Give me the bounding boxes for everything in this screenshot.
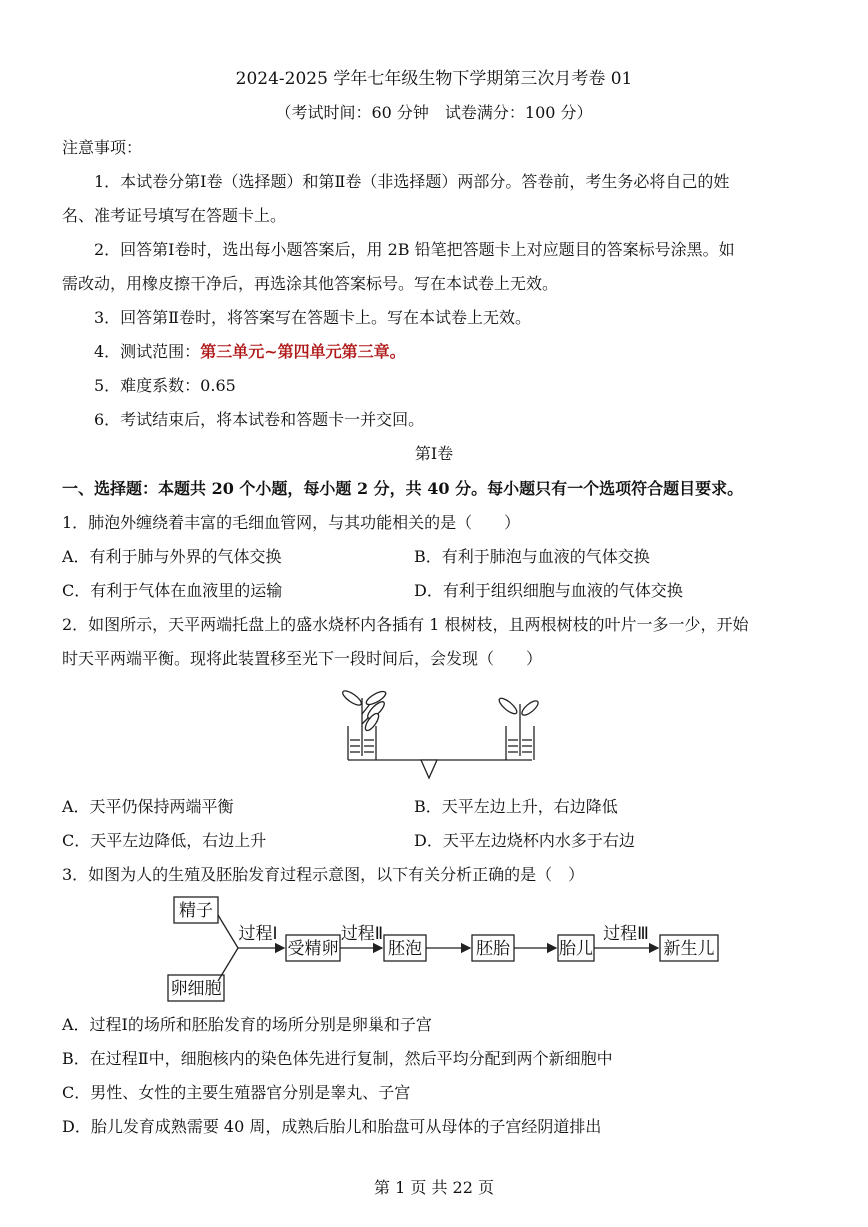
q3-option-b[interactable]: B．在过程Ⅱ中，细胞核内的染色体先进行复制，然后平均分配到两个新细胞中 [62,1049,613,1068]
q3-option-a[interactable]: A．过程Ⅰ的场所和胚胎发育的场所分别是卵巢和子宫 [62,1015,432,1034]
q1-stem: 1．肺泡外缠绕着丰富的毛细血管网，与其功能相关的是（ ） [62,513,521,532]
process-2-label: 过程Ⅱ [340,924,384,944]
q2-option-a[interactable]: A．天平仍保持两端平衡 [62,797,234,816]
q2-stem-line-a: 2．如图所示，天平两端托盘上的盛水烧杯内各插有 1 根树枝，且两根树枝的叶片一多一少，开始 [62,615,749,634]
q3-stem: 3．如图为人的生殖及胚胎发育过程示意图，以下有关分析正确的是（ ） [62,865,585,884]
q2-option-b[interactable]: B．天平左边上升，右边降低 [414,797,618,816]
note-4-prefix: 4．测试范围： [94,342,201,361]
newborn-label: 新生儿 [663,939,715,959]
note-2-line-a: 2．回答第Ⅰ卷时，选出每小题答案后，用 2B 铅笔把答题卡上对应题目的答案标号涂黑。如 [94,240,735,259]
q1-option-c[interactable]: C．有利于气体在血液里的运输 [62,581,283,600]
sperm-connector [218,915,238,948]
notes-heading: 注意事项： [62,138,143,157]
fulcrum-triangle [421,760,437,778]
q3-option-c[interactable]: C．男性、女性的主要生殖器官分别是睾丸、子宫 [62,1083,411,1102]
exam-subtitle: （考试时间：60 分钟 试卷满分：100 分） [275,103,593,122]
q1-option-b[interactable]: B．有利于肺泡与血液的气体交换 [414,547,650,566]
q2-stem-line-b: 时天平两端平衡。现将此装置移至光下一段时间后，会发现（ ） [62,649,543,668]
fetus-label: 胎儿 [559,939,593,959]
note-2-line-b: 需改动，用橡皮擦干净后，再选涂其他答案标号。写在本试卷上无效。 [62,274,559,293]
test-range: 第三单元~第四单元第三章。 [200,342,406,361]
egg-connector [218,948,238,981]
balance-figure [340,684,540,784]
note-1-line-b: 名、准考证号填写在答题卡上。 [62,206,287,225]
blastocyst-label: 胚泡 [388,939,422,959]
egg-label: 卵细胞 [170,979,222,999]
exam-title: 2024-2025 学年七年级生物下学期第三次月考卷 01 [235,69,633,89]
note-3: 3．回答第Ⅱ卷时，将答案写在答题卡上。写在本试卷上无效。 [94,308,532,327]
page-number: 第 1 页 共 22 页 [374,1178,494,1197]
q2-option-c[interactable]: C．天平左边降低，右边上升 [62,831,267,850]
note-5: 5．难度系数：0.65 [94,376,236,395]
section-heading: 一、选择题：本题共 20 个小题，每小题 2 分，共 40 分。每小题只有一个选项符合题目要求。 [62,479,744,498]
reproduction-flow-diagram [160,893,730,1005]
q2-option-d[interactable]: D．天平左边烧杯内水多于右边 [414,831,635,850]
note-4 [94,341,406,363]
sperm-label: 精子 [179,901,213,921]
volume-label: 第Ⅰ卷 [414,444,454,463]
note-1-line-a: 1．本试卷分第Ⅰ卷（选择题）和第Ⅱ卷（非选择题）两部分。答卷前，考生务必将自己的姓 [94,172,730,191]
note-6: 6．考试结束后，将本试卷和答题卡一并交回。 [94,410,425,429]
process-1-label: 过程Ⅰ [238,924,278,944]
q1-option-d[interactable]: D．有利于组织细胞与血液的气体交换 [414,581,683,600]
fertilized-egg-label: 受精卵 [287,939,339,959]
q1-option-a[interactable]: A．有利于肺与外界的气体交换 [62,547,282,566]
embryo-label: 胚胎 [476,939,510,959]
q3-option-d[interactable]: D．胎儿发育成熟需要 40 周，成熟后胎儿和胎盘可从母体的子宫经阴道排出 [62,1117,602,1136]
process-3-label: 过程Ⅲ [603,924,649,944]
